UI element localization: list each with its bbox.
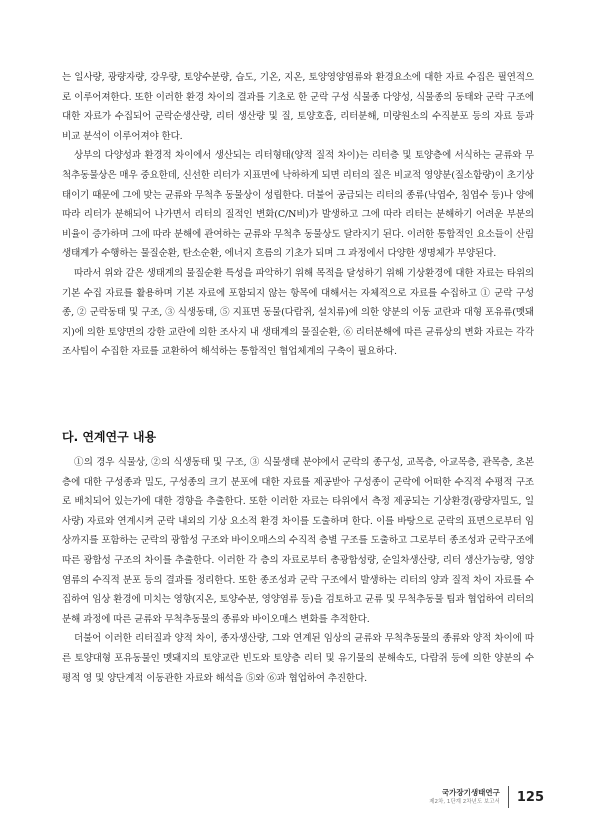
footer-subtitle: 제2차, 1단계 2차년도 보고서: [429, 798, 500, 805]
section1-body: [62, 68, 534, 362]
section2-body: [62, 453, 534, 688]
paragraph: 따라서 위와 같은 생태계의 물질순환 특성을 파악하기 위해 목적을 달성하기 위해 기상환경에 대한 자료는 타위의 기본 수집 자료를 활용하며 기본 자료에 포함되지 않는 항목에 대해서는 자체적으로 자료를 수집하고 ① 군락 구성종, ② 군락동태 및 구조, ③ 식생동태, ⑤ 지표면 동물(다람쥐, 설치류)에 의한 양분의 이동 교란과 대형 포유류(멧돼지)에 의한 토양면의 강한 교란에 의한 조사지 내 생태계의 물질순환, ⑥ 리터분해에 따른 균류상의 변화 자료는 각각 조사팀이 수집한 자료를 교환하여 해석하는 통합적인 협업체계의 구축이 필요하다.: [62, 267, 534, 358]
footer-divider: [508, 786, 509, 808]
paragraph: 상부의 다양성과 환경적 차이에서 생산되는 리터형태(양적 질적 차이)는 리터층 및 토양층에 서식하는 균류와 무척추동물상은 매우 중요한데, 신선한 리터가 지표면에 낙하하게 되면 리터의 질은 비교적 영양분(질소함량)이 초기상태이기 때문에 그에 맞는 균류와 무척추 동물상이 성립한다. 더불어 공급되는 리터의 종류(낙엽수, 침엽수 등)나 양에 따라 리터가 분해되어 나가면서 리터의 질적인 변화(C/N비)가 발생하고 그에 따라 리터는 분해하기 어려운 부분의 비율이 증가하며 그에 따라 분해에 관여하는 균류와 무척추 동물상도 달라지기 된다. 이러한 통합적인 요소들이 산림생태계가 수행하는 물질순환, 탄소순환, 에너지 흐름의 기초가 되며 그 과정에서 다양한 생명체가 부양된다.: [62, 150, 534, 260]
footer-title: 국가장기생태연구: [441, 787, 500, 797]
paragraph: 는 일사량, 광량자량, 강우량, 토양수분량, 습도, 기온, 지온, 토양영양염류와 환경요소에 대한 자료 수집은 필연적으로 이루어져한다. 또한 이러한 환경 차이의 결과를 기초로 한 군락 구성 식물종 다양성, 식물종의 동태와 군락 구조에 대한 자료가 수집되어 군락순생산량, 리터 생산량 및 질, 토양호흡, 리터분해, 미량원소의 수직분포 등의 자료 등과 비교 분석이 이루어져야 한다.: [62, 72, 534, 142]
paragraph: 더불어 이러한 리터질과 양적 차이, 종자생산량, 그와 연계된 임상의 균류와 무척추동물의 종류와 양적 차이에 따른 토양대형 포유동물인 멧돼지의 토양교란 빈도와 토양층 리터 및 유기물의 분해속도, 다람쥐 등에 의한 양분의 수평적 영 및 양단계적 이동관한 자료와 해석을 ⑤와 ⑥과 협업하여 추진한다.: [62, 633, 534, 684]
paragraph: ①의 경우 식물상, ②의 식생동태 및 구조, ③ 식물생태 분야에서 군락의 종구성, 교목층, 아교목층, 관목층, 초본층에 대한 구성종과 밀도, 구성종의 크기 분포에 대한 자료를 제공받아 구성종이 군락에 어떠한 수직적 수평적 구조로 배치되어 있는가에 대한 경향을 추출한다. 또한 이러한 자료는 타위에서 측정 제공되는 기상환경(광량자밀도, 일사량) 자료와 연계시켜 군락 내외의 기상 요소적 환경 차이를 도출하며 한다. 이를 바탕으로 군락의 표면으로부터 임상까지를 포함하는 군락의 광합성 구조와 바이오매스의 수직적 층별 구조를 도출하고 그로부터 종조성과 군락구조에 따른 광합성 구조의 차이를 추출한다. 이러한 각 층의 자료로부터 총광합성량, 순일차생산량, 리터 생산가능량, 영양염류의 수직적 분포 등의 결과를 정리한다. 또한 종조성과 군락 구조에서 발생하는 리터의 양과 질적 차이 자료를 수집하여 임상 환경에 미치는 영향(지온, 토양수분, 영양염류 등)을 검토하고 균류 및 무척추동물 팀과 협업하여 리터의 분해 과정에 따른 균류와 무척추동물의 종류와 바이오매스 변화를 추적한다.: [62, 457, 534, 625]
footer-labels: [429, 788, 500, 807]
section-heading: 다. 연계연구 내용: [62, 430, 157, 444]
page-number: 125: [516, 789, 544, 805]
page-footer: [429, 784, 544, 810]
